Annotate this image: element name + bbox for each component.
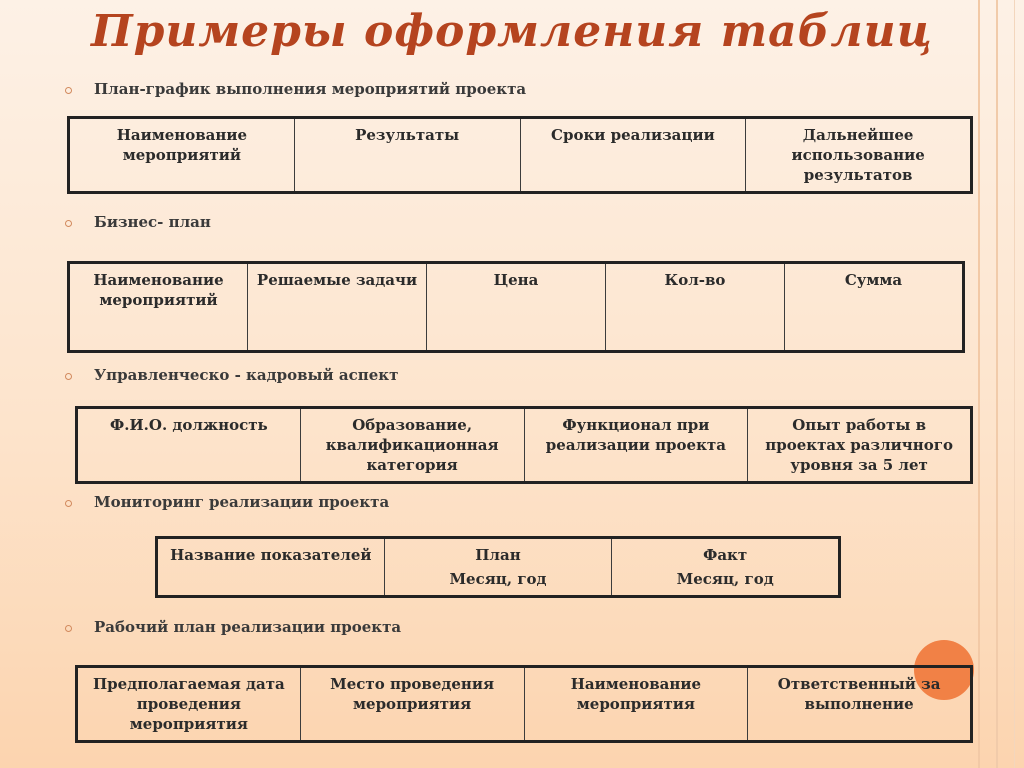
table-header-cell: Предполагаемая дата проведения мероприятия [77, 667, 301, 742]
table-header-cell: Наименование мероприятий [69, 263, 248, 352]
table-header-cell: Дальнейшее использование результатов [746, 118, 972, 193]
table-header-cell: Результаты [294, 118, 520, 193]
table-row [69, 263, 964, 352]
column-subheader: Месяц, год [449, 570, 547, 588]
bullet-icon [65, 625, 72, 632]
decorative-line [996, 0, 998, 768]
table-header-cell: Наименование мероприятия [524, 667, 748, 742]
section-heading-business-plan: Бизнес- план [94, 213, 211, 231]
bullet-icon [65, 500, 72, 507]
column-subheader: Месяц, год [676, 570, 774, 588]
table-header-cell: Опыт работы в проектах различного уровня за 5 лет [748, 408, 972, 483]
slide-title: Примеры оформления таблиц [91, 6, 933, 57]
table-header-cell: Наименование мероприятий [69, 118, 295, 193]
table-schedule [67, 116, 973, 194]
table-header-cell: Функционал при реализации проекта [524, 408, 748, 483]
column-label: План [475, 546, 521, 564]
column-label: Факт [703, 546, 748, 564]
bullet-icon [65, 220, 72, 227]
section-heading-staff: Управленческо - кадровый аспект [94, 366, 399, 384]
table-header-cell: Сроки реализации [520, 118, 746, 193]
table-row [157, 538, 840, 597]
table-header-cell: Сумма [785, 263, 964, 352]
decorative-line [1014, 0, 1015, 768]
table-header-cell: Кол-во [606, 263, 785, 352]
table-header-cell [612, 538, 840, 597]
table-row [77, 408, 972, 483]
table-header-cell: Ф.И.О. должность [77, 408, 301, 483]
table-monitoring [155, 536, 841, 598]
table-staff [75, 406, 973, 484]
bullet-icon [65, 87, 72, 94]
table-work-plan [75, 665, 973, 743]
table-business-plan [67, 261, 965, 353]
table-header-cell: Решаемые задачи [248, 263, 427, 352]
table-header-cell: Ответственный за выполнение [748, 667, 972, 742]
table-header-cell: Место проведения мероприятия [300, 667, 524, 742]
table-row [77, 667, 972, 742]
bullet-icon [65, 373, 72, 380]
section-heading-schedule: План-график выполнения мероприятий проекта [94, 80, 527, 98]
table-row [69, 118, 972, 193]
table-header-cell: Название показателей [157, 538, 385, 597]
table-header-cell: Цена [427, 263, 606, 352]
table-header-cell: Образование, квалификационная категория [300, 408, 524, 483]
section-heading-monitoring: Мониторинг реализации проекта [94, 493, 390, 511]
section-heading-work-plan: Рабочий план реализации проекта [94, 618, 402, 636]
table-header-cell [384, 538, 612, 597]
